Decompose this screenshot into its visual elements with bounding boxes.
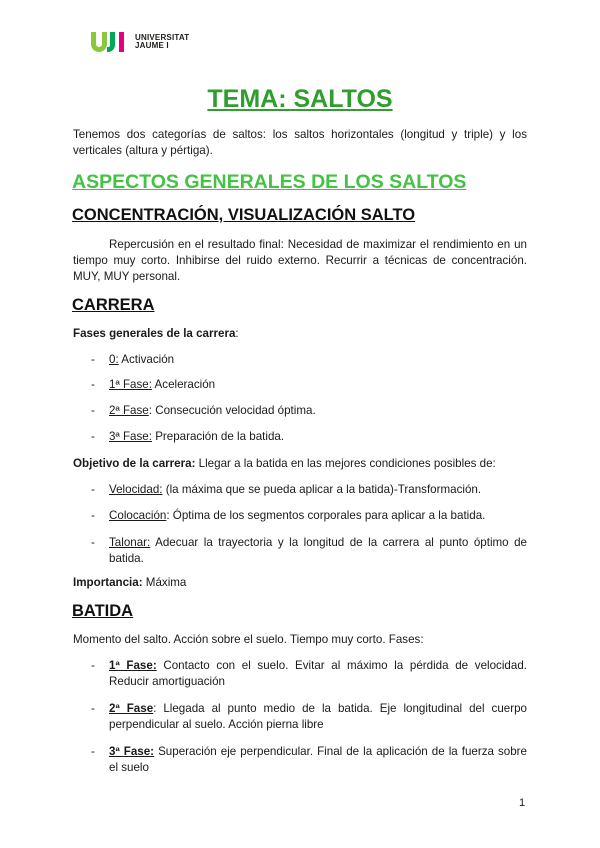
list-dash: - <box>91 659 95 672</box>
list-item-carrera-phase <box>91 352 527 368</box>
phases-colon: : <box>235 327 239 340</box>
objective-item-text: Adecuar la trayectoria y la longitud de la carrera al punto óptimo de batida. <box>109 536 527 565</box>
list-item-objective <box>91 508 527 524</box>
phase-label: 2ª Fase <box>109 404 149 417</box>
carrera-phases-label <box>73 326 527 342</box>
section-heading-general: ASPECTOS GENERALES DE LOS SALTOS <box>72 171 467 193</box>
list-item-carrera-phase <box>91 377 527 393</box>
batida-phase-text: Superación eje perpendicular. Final de la aplicación de la fuerza sobre el suelo <box>109 745 527 774</box>
phase-text: : Consecución velocidad óptima. <box>148 404 316 417</box>
phases-label: Fases generales de la carrera <box>73 327 236 340</box>
phase-label: 1ª Fase: <box>109 378 152 391</box>
list-item-objective <box>91 535 527 567</box>
list-item-batida-phase <box>91 701 527 733</box>
uji-logo-icon <box>91 32 131 52</box>
page-title: TEMA: SALTOS <box>207 85 393 113</box>
logo-line-1: UNIVERSITAT <box>135 32 190 42</box>
phase-text: Activación <box>118 353 175 366</box>
logo-text <box>135 34 189 51</box>
importance-label: Importancia: <box>73 576 143 589</box>
objective-item-text: (la máxima que se pueda aplicar a la batida)-Transformación. <box>162 483 482 496</box>
phase-label: 0: <box>109 353 119 366</box>
list-dash: - <box>91 536 95 549</box>
objective-label: Objetivo de la carrera: <box>73 457 196 470</box>
objective-item-text: : Óptima de los segmentos corporales para aplicar a la batida. <box>166 509 486 522</box>
list-dash: - <box>91 509 95 522</box>
carrera-importance <box>73 575 527 591</box>
batida-phase-label: 3ª Fase: <box>109 745 155 758</box>
list-dash: - <box>91 483 95 496</box>
phase-text: Preparación de la batida. <box>151 430 285 443</box>
page-number: 1 <box>519 797 526 809</box>
intro-paragraph: Tenemos dos categorías de saltos: los saltos horizontales (longitud y triple) y los verticales (altura y pértiga). <box>73 128 527 157</box>
objective-item-label: Talonar: <box>109 536 151 549</box>
list-item-carrera-phase <box>91 403 527 419</box>
phase-label: 3ª Fase: <box>109 430 152 443</box>
phase-text: Aceleración <box>151 378 216 391</box>
list-dash: - <box>91 702 95 715</box>
list-item-objective <box>91 482 527 498</box>
concentracion-paragraph: Repercusión en el resultado final: Necesidad de maximizar el rendimiento en un tiempo muy corto. Inhibirse del ruido externo. Recurrir a técnicas de concentración. MUY, MUY personal. <box>73 238 527 283</box>
heading-concentracion: CONCENTRACIÓN, VISUALIZACIÓN SALTO <box>72 206 416 224</box>
objective-item-label: Colocación <box>109 509 167 522</box>
list-dash: - <box>91 353 95 366</box>
list-dash: - <box>91 430 95 443</box>
list-dash: - <box>91 378 95 391</box>
list-item-batida-phase <box>91 744 527 776</box>
batida-intro: Momento del salto. Acción sobre el suelo. Tiempo muy corto. Fases: <box>73 633 424 646</box>
batida-phase-text: : Llegada al punto medio de la batida. Eje longitudinal del cuerpo perpendicular al suelo. Acción pierna libre <box>109 702 527 731</box>
list-item-carrera-phase <box>91 429 527 445</box>
logo-line-2: JAUME I <box>135 41 169 50</box>
heading-carrera: CARRERA <box>72 296 155 314</box>
university-logo <box>91 31 189 53</box>
list-item-batida-phase <box>91 658 527 690</box>
list-dash: - <box>91 404 95 417</box>
objective-text: Llegar a la batida en las mejores condiciones posibles de: <box>195 457 496 470</box>
batida-phase-label: 1ª Fase: <box>109 659 157 672</box>
batida-phase-label: 2ª Fase <box>109 702 154 715</box>
heading-batida: BATIDA <box>72 602 134 620</box>
batida-phase-text: Contacto con el suelo. Evitar al máximo la pérdida de velocidad. Reducir amortiguación <box>109 659 527 688</box>
importance-text: Máxima <box>142 576 187 589</box>
objective-item-label: Velocidad: <box>109 483 163 496</box>
carrera-objective <box>73 456 527 472</box>
list-dash: - <box>91 745 95 758</box>
